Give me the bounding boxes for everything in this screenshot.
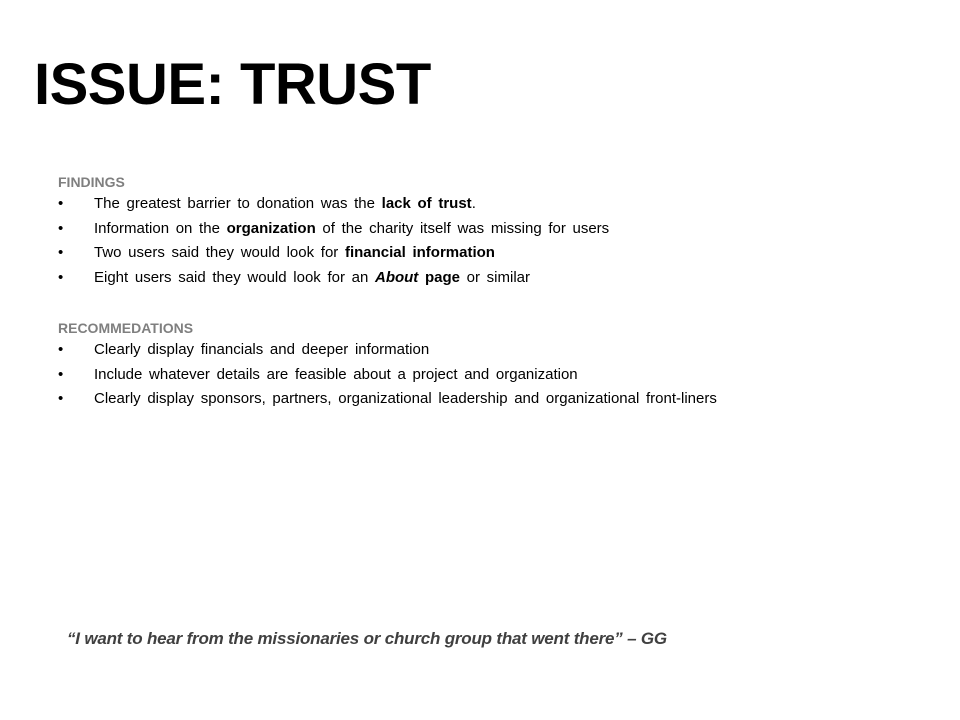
bullet-icon: • — [58, 268, 64, 286]
recommendations-item — [58, 365, 918, 390]
findings-item-text: Two users said they would look for financial information — [94, 244, 495, 262]
recommendations-list — [58, 340, 918, 414]
findings-list — [58, 194, 918, 292]
findings-item — [58, 243, 918, 268]
findings-section — [58, 174, 918, 292]
recommendations-item — [58, 340, 918, 365]
bullet-icon: • — [58, 244, 64, 262]
recommendations-item-text: Clearly display sponsors, partners, organizational leadership and organizational front-liners — [94, 390, 717, 408]
findings-item — [58, 194, 918, 219]
findings-heading: FINDINGS — [58, 174, 125, 190]
findings-item — [58, 268, 918, 293]
bullet-icon: • — [58, 365, 64, 383]
recommendations-item-text: Clearly display financials and deeper information — [94, 341, 430, 358]
findings-item — [58, 219, 918, 244]
findings-item-text: The greatest barrier to donation was the lack of trust. — [94, 195, 476, 212]
bullet-icon: • — [58, 341, 64, 358]
bullet-icon: • — [58, 390, 64, 408]
user-quote: “I want to hear from the missionaries or church group that went there” – GG — [67, 629, 667, 648]
slide-title: ISSUE: TRUST — [34, 52, 431, 117]
findings-item-text: Eight users said they would look for an About page or similar — [94, 268, 531, 286]
recommendations-item — [58, 389, 918, 414]
bullet-icon: • — [58, 195, 64, 212]
findings-item-text: Information on the organization of the charity itself was missing for users — [94, 219, 610, 237]
recommendations-heading: RECOMMEDATIONS — [58, 320, 194, 336]
recommendations-section — [58, 320, 918, 414]
bullet-icon: • — [58, 219, 64, 237]
recommendations-item-text: Include whatever details are feasible about a project and organization — [94, 365, 578, 383]
